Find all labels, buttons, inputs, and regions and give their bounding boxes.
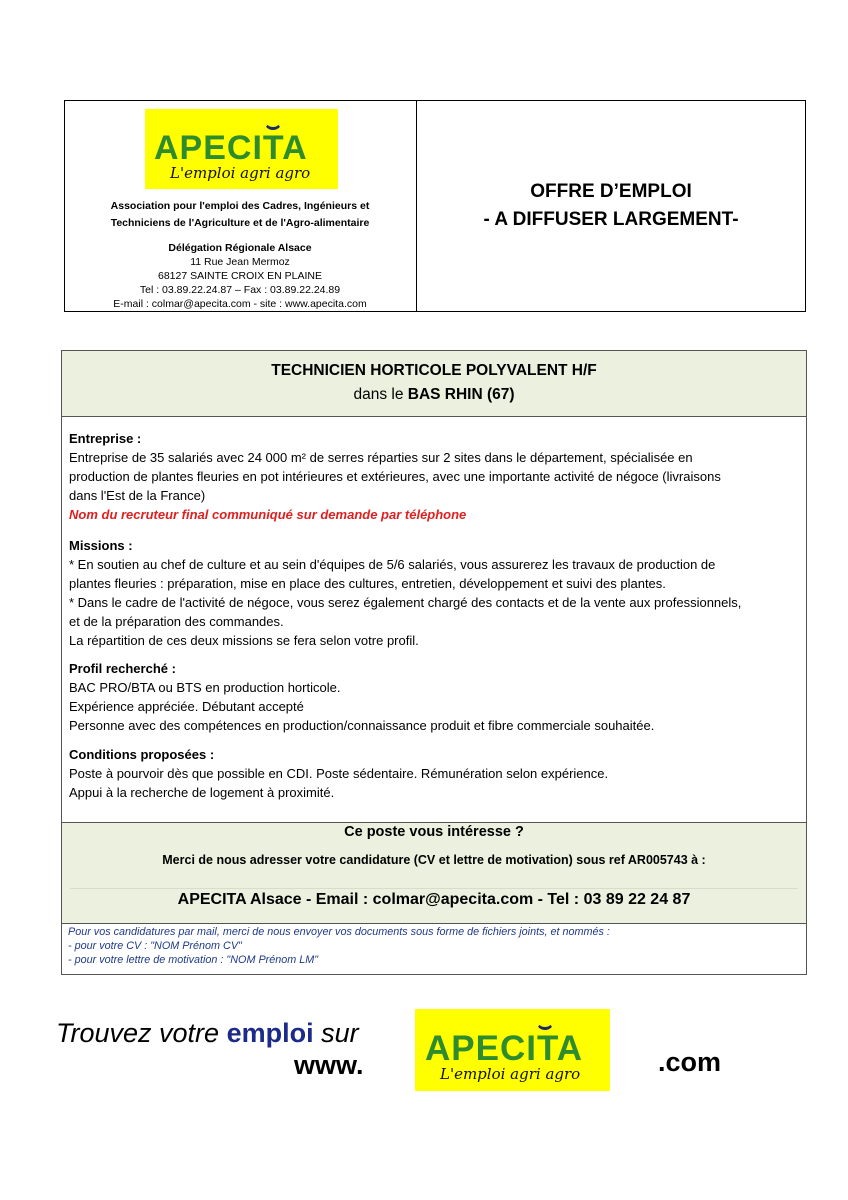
missions-line: * En soutien au chef de culture et au sein d'équipes de 5/6 salariés, vous assurerez les travaux de production de [69, 557, 716, 572]
job-title: TECHNICIEN HORTICOLE POLYVALENT H/F [271, 362, 597, 379]
job-location: BAS RHIN (67) [407, 386, 515, 403]
footer-com: .com [658, 1047, 722, 1077]
missions-line: plantes fleuries : préparation, mise en place des cultures, entretien, développement et suivi des plantes. [69, 576, 666, 591]
title-band [62, 351, 806, 417]
apply-question: Ce poste vous intéresse ? [344, 824, 524, 840]
logo-word: APECITA [154, 129, 308, 167]
assoc-line-2: Techniciens de l'Agriculture et de l'Agro-alimentaire [110, 217, 370, 229]
logo-tagline: L'emploi agri agro [170, 164, 311, 182]
notes-line: Pour vos candidatures par mail, merci de nous envoyer vos documents sous forme de fichiers joints, et nommés : [68, 926, 610, 938]
profil-line: BAC PRO/BTA ou BTS en production horticole. [69, 680, 341, 695]
job-location-line [62, 386, 806, 404]
profil-heading: Profil recherché : [69, 661, 176, 676]
location-prefix: dans le [353, 386, 408, 403]
profil-line: Expérience appréciée. Débutant accepté [69, 699, 304, 714]
offre-subtitle: - A DIFFUSER LARGEMENT- [483, 209, 739, 230]
apecita-logo [145, 109, 338, 189]
missions-line: * Dans le cadre de l'activité de négoce, vous serez également chargé des contacts et de la vente aux professionnels, [69, 595, 742, 610]
entreprise-heading: Entreprise : [69, 431, 142, 446]
missions-section [69, 536, 797, 650]
notes-section [68, 925, 798, 967]
apply-separator [70, 888, 798, 889]
conditions-heading: Conditions proposées : [69, 747, 215, 762]
logo-word: APECITA [425, 1029, 584, 1068]
missions-line: et de la préparation des commandes. [69, 614, 284, 629]
profil-section [69, 659, 797, 735]
apply-contact: APECITA Alsace - Email : colmar@apecita.com - Tel : 03 89 22 24 87 [177, 891, 691, 908]
footer-emploi: emploi [226, 1018, 314, 1048]
notes-line: - pour votre CV : "NOM Prénom CV" [68, 940, 242, 952]
conditions-line: Poste à pourvoir dès que possible en CDI. Poste sédentaire. Rémunération selon expérience. [69, 766, 609, 781]
footer-apecita-logo [415, 1009, 610, 1091]
profil-line: Personne avec des compétences en production/connaissance produit et fibre commerciale souhaitée. [69, 718, 655, 733]
phone-fax: Tel : 03.89.22.24.87 – Fax : 03.89.22.24.89 [139, 284, 341, 296]
email-site: E-mail : colmar@apecita.com - site : www.apecita.com [113, 298, 367, 310]
moon-icon [264, 113, 282, 130]
footer-www: www. [294, 1050, 364, 1080]
entreprise-line: Entreprise de 35 salariés avec 24 000 m² de serres réparties sur 2 sites dans le département, spécialisée en [69, 450, 693, 465]
offre-title: OFFRE D’EMPLOI [530, 181, 692, 202]
apply-instruction: Merci de nous adresser votre candidature (CV et lettre de motivation) sous ref AR005743 à : [162, 853, 706, 867]
assoc-line-1: Association pour l'emploi des Cadres, Ingénieurs et [110, 200, 370, 212]
footer-sur: sur [313, 1018, 359, 1048]
moon-icon [536, 1013, 554, 1030]
entreprise-line: dans l'Est de la France) [69, 488, 206, 503]
recruiter-notice: Nom du recruteur final communiqué sur demande par téléphone [69, 507, 467, 522]
header-divider [416, 100, 417, 312]
conditions-line: Appui à la recherche de logement à proximité. [69, 785, 335, 800]
missions-line: La répartition de ces deux missions se fera selon votre profil. [69, 633, 419, 648]
conditions-section [69, 745, 797, 802]
missions-heading: Missions : [69, 538, 133, 553]
address-line-1: 11 Rue Jean Mermoz [190, 256, 290, 268]
footer-tagline [56, 1018, 359, 1049]
footer-trouvez: Trouvez votre [56, 1018, 227, 1048]
address-line-2: 68127 SAINTE CROIX EN PLAINE [158, 270, 322, 282]
entreprise-line: production de plantes fleuries en pot intérieures et extérieures, avec une importante activité de négoce (livraisons [69, 469, 721, 484]
notes-line: - pour votre lettre de motivation : "NOM Prénom LM" [68, 954, 319, 966]
delegation: Délégation Régionale Alsace [168, 242, 312, 254]
logo-tagline: L'emploi agri agro [440, 1065, 581, 1083]
entreprise-section [69, 429, 797, 524]
